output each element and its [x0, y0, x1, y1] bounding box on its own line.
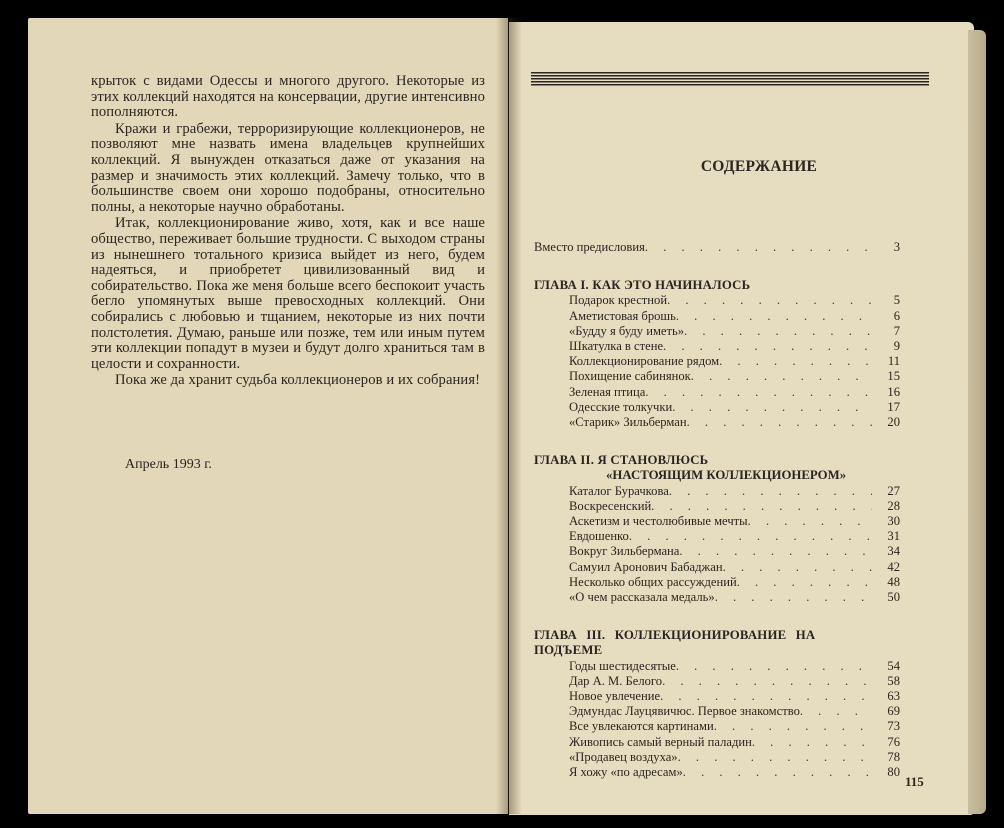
date-line: Апрель 1993 г.: [125, 457, 212, 472]
toc-entry-title: Воскресенский: [569, 498, 652, 513]
toc-entry-title: «О чем рассказала медаль»: [569, 590, 715, 605]
toc-entry-title: Несколько общих рассуждений: [569, 574, 737, 589]
book-gutter: [496, 18, 522, 814]
toc-entry-page: 20: [887, 415, 900, 430]
toc-entry[interactable]: [534, 544, 900, 559]
toc-entry-page: 63: [887, 689, 900, 704]
paragraph: Кражи и грабежи, терроризирующие коллекционеров, не позволяют мне назвать имена владельцев крупнейших коллекций. Я вынужден отказаться даже от указания на размер и значимость этих коллекций. Замечу только, что в большинстве своем они хорошо подобраны, относительно полны, а некоторые научно обработаны.: [91, 120, 485, 215]
leader-dots: [662, 674, 872, 689]
toc-entry-page: 6: [893, 308, 900, 323]
chapter-heading: [534, 628, 856, 643]
toc-entry-title: Евдошенко: [569, 529, 629, 544]
toc-entry[interactable]: [534, 765, 900, 780]
toc-entry-page: 48: [887, 574, 900, 589]
toc-entry-title: Новое увлечение: [569, 689, 661, 704]
toc-entry-page: 34: [887, 544, 900, 559]
leader-dots: [684, 324, 872, 339]
chapter-heading-line2: ПОДЪЕМЕ: [534, 643, 603, 658]
toc-entry-title: Одесские толкучки: [569, 399, 673, 414]
toc-entry-title: Годы шестидесятые: [569, 658, 676, 673]
toc-entry-title: Аметистовая брошь: [569, 308, 676, 323]
toc-entry-title: Шкатулка в стене: [569, 339, 664, 354]
toc-entry[interactable]: [534, 309, 900, 324]
chapter-heading-text: ГЛАВА III. КОЛЛЕКЦИОНИРОВАНИЕ НА: [534, 628, 816, 643]
paragraph: Пока же да хранит судьба коллекционеров и их собрания!: [115, 372, 481, 389]
leader-dots: [672, 400, 872, 415]
toc-entry-page: 30: [887, 514, 900, 529]
toc-entry[interactable]: [534, 415, 900, 430]
leader-dots: [714, 719, 872, 734]
toc-entry[interactable]: [534, 659, 900, 674]
toc-entry[interactable]: [534, 560, 900, 575]
toc-entry-page: 17: [887, 399, 900, 414]
leader-dots: [667, 293, 872, 308]
left-page-text: [91, 74, 485, 389]
toc-entry-page: 3: [893, 240, 900, 254]
toc-title: СОДЕРЖАНИЕ: [700, 158, 818, 175]
toc-entry-page: 58: [887, 673, 900, 688]
leader-dots: [676, 659, 872, 674]
leader-dots: [683, 765, 872, 780]
header-rule: [531, 72, 929, 86]
paragraph: крыток с видами Одессы и многого другого. Некоторые из этих коллекций находятся на консервации, другие интенсивно пополняются.: [91, 73, 485, 121]
toc-entry-page: 11: [887, 354, 900, 369]
toc-entry-page: 73: [887, 719, 900, 734]
paragraph: Итак, коллекционирование живо, хотя, как и все наше общество, переживает большие трудности. С выходом страны из нынешнего тотального кризиса выйдет из него, будем надеяться, и приобретет цивилизованный вид и собирательство. Пока же меня больше всего беспокоит участь бегло упомянутых выше превосходных коллекций. Они собирались с любовью и тщанием, некоторые из них почти полстолетия. Думаю, раньше или позже, тем или иным путем эти коллекции попадут в музеи и будут долго храниться там в целости и сохранности.: [91, 215, 485, 372]
toc-entry-title: Похищение сабинянок: [569, 369, 691, 384]
toc-entry[interactable]: [534, 750, 900, 765]
page-edges: [968, 30, 986, 814]
toc-entry-page: 76: [887, 734, 900, 749]
toc-entry-page: 28: [887, 498, 900, 513]
toc-entry[interactable]: [534, 324, 900, 339]
toc-entry-title: Я хожу «по адресам»: [569, 765, 683, 780]
toc-entry-page: 27: [887, 483, 900, 498]
page-number: 115: [905, 774, 924, 789]
toc-entry-title: «Будду я буду иметь»: [569, 323, 685, 338]
leader-dots: [715, 590, 872, 605]
toc-entry-title: «Старик» Зильберман: [569, 415, 687, 430]
toc-entry-title: Живопись самый верный паладин: [569, 734, 752, 749]
leader-dots: [679, 544, 872, 559]
toc-entry-title: Все увлекаются картинами: [569, 719, 714, 734]
toc-entry[interactable]: [534, 704, 900, 719]
toc-entry[interactable]: [534, 529, 900, 544]
toc-entry-title: Вместо предисловия: [534, 240, 645, 254]
leader-dots: [676, 309, 872, 324]
right-book-page: [509, 22, 974, 815]
leader-dots: [748, 514, 872, 529]
toc-entry-title: Аскетизм и честолюбивые мечты: [569, 514, 748, 529]
chapter-entries: [534, 484, 900, 606]
toc-entry-page: 78: [887, 749, 900, 764]
leader-dots: [669, 484, 872, 499]
toc-entry[interactable]: [534, 499, 900, 514]
toc-entry-preface[interactable]: [534, 240, 900, 255]
leader-dots: [645, 385, 872, 400]
toc-entry[interactable]: [534, 674, 900, 689]
toc-entry-title: Вокруг Зильбермана: [569, 544, 680, 559]
toc-entry[interactable]: [534, 400, 900, 415]
toc-entry-page: 54: [887, 658, 900, 673]
toc-entry[interactable]: [534, 293, 900, 308]
toc-entry-page: 50: [887, 590, 900, 605]
toc-entry[interactable]: [534, 354, 900, 369]
toc-entry[interactable]: [534, 369, 900, 384]
toc-entry[interactable]: [534, 339, 900, 354]
leader-dots: [645, 240, 872, 255]
leader-dots: [800, 704, 872, 719]
toc-entry-page: 9: [893, 339, 900, 354]
toc-entry-page: 16: [887, 384, 900, 399]
toc-entry[interactable]: [534, 575, 900, 590]
toc-entry[interactable]: [534, 689, 900, 704]
left-book-page: [28, 18, 508, 814]
chapter-heading: ГЛАВА II. Я СТАНОВЛЮСЬ: [534, 453, 709, 468]
toc-entry-title: Зеленая птица: [569, 384, 646, 399]
leader-dots: [737, 575, 872, 590]
leader-dots: [629, 529, 872, 544]
toc-entry[interactable]: [534, 514, 900, 529]
toc-entry-title: Дар А. М. Белого: [569, 673, 663, 688]
chapter-heading: ГЛАВА I. КАК ЭТО НАЧИНАЛОСЬ: [534, 278, 751, 293]
toc-entry-page: 42: [887, 559, 900, 574]
toc-entry-title: Эдмундас Лауцявичюс. Первое знакомство: [569, 704, 800, 719]
toc-entry[interactable]: [534, 735, 900, 750]
toc-entry-page: 5: [893, 293, 900, 308]
leader-dots: [663, 339, 872, 354]
leader-dots: [651, 499, 872, 514]
chapter-entries: [534, 659, 900, 781]
table-of-contents: [534, 240, 900, 780]
toc-entry[interactable]: [534, 484, 900, 499]
chapter-entries: [534, 293, 900, 430]
toc-entry-page: 80: [887, 765, 900, 780]
leader-dots: [678, 750, 872, 765]
leader-dots: [687, 415, 872, 430]
toc-entry[interactable]: [534, 385, 900, 400]
toc-entry-page: 69: [887, 704, 900, 719]
toc-entry-title: Коллекционирование рядом: [569, 354, 720, 369]
toc-entry-title: Самуил Аронович Бабаджан: [569, 559, 723, 574]
toc-entry-title: Каталог Бурачкова: [569, 483, 669, 498]
chapter-heading-line2: «НАСТОЯЩИМ КОЛЛЕКЦИОНЕРОМ»: [606, 468, 847, 483]
leader-dots: [723, 560, 872, 575]
leader-dots: [691, 369, 872, 384]
toc-entry[interactable]: [534, 590, 900, 605]
leader-dots: [752, 735, 872, 750]
leader-dots: [660, 689, 872, 704]
toc-entry-page: 7: [893, 323, 900, 338]
toc-entry-page: 31: [887, 529, 900, 544]
toc-entry-page: 15: [887, 369, 900, 384]
toc-entry-title: Подарок крестной: [569, 293, 668, 308]
leader-dots: [719, 354, 872, 369]
toc-entry[interactable]: [534, 719, 900, 734]
toc-entry-title: «Продавец воздуха»: [569, 749, 678, 764]
